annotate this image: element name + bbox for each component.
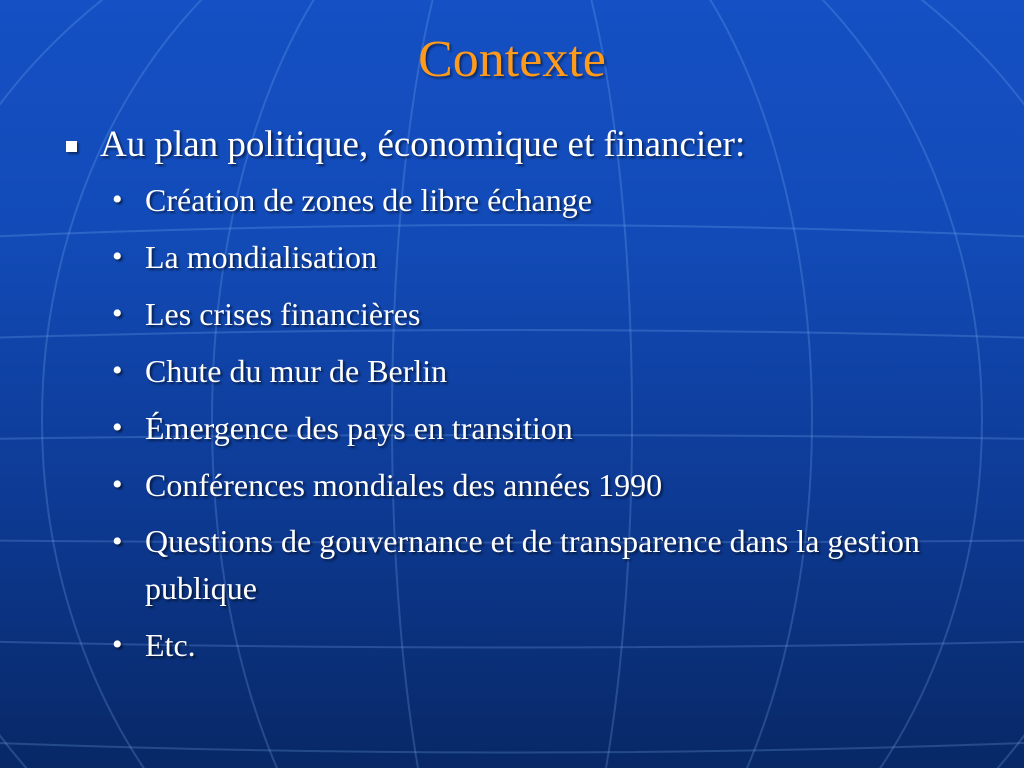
bullet-dot-icon: •: [112, 628, 123, 661]
list-item: [60, 461, 980, 509]
square-bullet-icon: [66, 141, 77, 152]
bullet-dot-icon: •: [112, 240, 123, 273]
list-item: [60, 233, 980, 281]
list-item-text: La mondialisation: [145, 239, 377, 275]
list-item: [60, 347, 980, 395]
main-bullet-text: Au plan politique, économique et financier:: [100, 124, 746, 165]
bullet-dot-icon: •: [112, 297, 123, 330]
list-item: [60, 404, 980, 452]
bullet-dot-icon: •: [112, 354, 123, 387]
list-item-text: Etc.: [145, 627, 196, 663]
main-bullet: [60, 122, 980, 168]
bullet-dot-icon: •: [112, 468, 123, 501]
slide-body: [60, 122, 980, 678]
list-item: [60, 290, 980, 338]
list-item: [60, 518, 980, 612]
bullet-dot-icon: •: [112, 411, 123, 444]
list-item: [60, 176, 980, 224]
list-item-text: Conférences mondiales des années 1990: [145, 467, 663, 503]
list-item-text: Émergence des pays en transition: [145, 410, 573, 446]
bullet-dot-icon: •: [112, 525, 123, 558]
sub-bullet-list: [60, 176, 980, 669]
list-item-text: Questions de gouvernance et de transparence dans la gestion publique: [145, 523, 920, 606]
list-item-text: Chute du mur de Berlin: [145, 353, 448, 389]
list-item: [60, 621, 980, 669]
list-item-text: Les crises financières: [145, 296, 421, 332]
list-item-text: Création de zones de libre échange: [145, 182, 592, 218]
slide-title: Contexte: [418, 31, 606, 88]
bullet-dot-icon: •: [112, 183, 123, 216]
